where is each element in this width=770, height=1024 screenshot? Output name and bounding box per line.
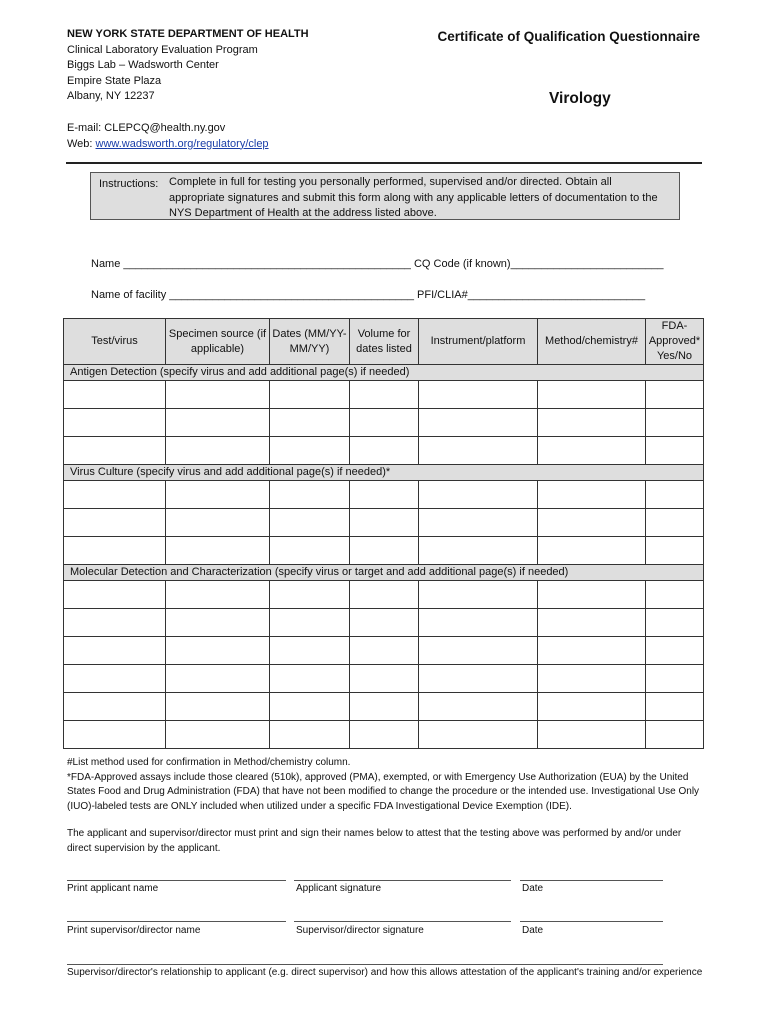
table-cell[interactable] [350,665,419,693]
table-cell[interactable] [166,437,270,465]
table-cell[interactable] [64,665,166,693]
table-row [64,409,704,437]
relationship-line[interactable] [67,964,663,965]
table-cell[interactable] [646,409,704,437]
table-cell[interactable] [419,665,538,693]
table-cell[interactable] [166,509,270,537]
table-cell[interactable] [538,537,646,565]
table-cell[interactable] [538,481,646,509]
supervisor-signature-line[interactable] [294,921,511,922]
applicant-name-line[interactable] [67,880,286,881]
table-cell[interactable] [350,509,419,537]
table-cell[interactable] [64,609,166,637]
supervisor-date-line[interactable] [520,921,663,922]
testing-table [63,318,704,749]
section-virus-culture: Virus Culture (specify virus and add additional page(s) if needed)* [64,465,704,481]
column-header: Method/chemistry# [538,319,646,365]
table-row [64,637,704,665]
table-cell[interactable] [270,609,350,637]
table-cell[interactable] [646,609,704,637]
table-cell[interactable] [270,481,350,509]
table-cell[interactable] [350,409,419,437]
table-cell[interactable] [538,665,646,693]
applicant-name-label: Print applicant name [67,883,159,894]
table-cell[interactable] [270,509,350,537]
table-cell[interactable] [538,381,646,409]
table-row [64,693,704,721]
table-cell[interactable] [350,693,419,721]
table-cell[interactable] [419,609,538,637]
column-header: Dates (MM/YY-MM/YY) [270,319,350,365]
web-line [67,137,269,153]
table-cell[interactable] [419,509,538,537]
table-cell[interactable] [646,481,704,509]
table-cell[interactable] [166,481,270,509]
table-cell[interactable] [419,581,538,609]
table-cell[interactable] [538,409,646,437]
table-row [64,665,704,693]
supervisor-name-label: Print supervisor/director name [67,925,201,936]
table-cell[interactable] [64,509,166,537]
table-cell[interactable] [166,381,270,409]
table-cell[interactable] [270,381,350,409]
web-label: Web: [67,137,96,150]
lab-name: Biggs Lab – Wadsworth Center [67,59,219,71]
table-row [64,581,704,609]
table-cell[interactable] [166,581,270,609]
supervisor-date-label: Date [522,925,544,936]
agency-address-block [67,27,309,105]
table-cell[interactable] [166,537,270,565]
applicant-signature-label: Applicant signature [296,883,382,894]
table-row [64,481,704,509]
table-cell[interactable] [646,693,704,721]
table-cell[interactable] [538,693,646,721]
method-footnote: #List method used for confirmation in Method/chemistry column. [67,757,351,768]
table-row [64,537,704,565]
table-cell[interactable] [350,537,419,565]
applicant-signature-line[interactable] [294,880,511,881]
website-link[interactable]: www.wadsworth.org/regulatory/clep [95,137,269,150]
table-cell[interactable] [350,721,419,749]
table-cell[interactable] [270,693,350,721]
table-cell[interactable] [419,381,538,409]
table-cell[interactable] [419,437,538,465]
table-cell[interactable] [166,721,270,749]
table-cell[interactable] [538,581,646,609]
section-molecular-detection: Molecular Detection and Characterization (specify virus or target and add additional page(s) if needed) [64,565,704,581]
name-cq-field[interactable]: Name _______________________________________________ CQ Code (if known)_________________________ [91,258,664,270]
table-cell[interactable] [270,581,350,609]
table-cell[interactable] [646,637,704,665]
table-cell[interactable] [64,581,166,609]
relationship-label: Supervisor/director's relationship to applicant (e.g. direct supervisor) and how this allows attestation of the applicant's training and/or experience [67,967,703,978]
table-cell[interactable] [64,437,166,465]
table-cell[interactable] [270,409,350,437]
table-cell[interactable] [419,537,538,565]
program-name: Clinical Laboratory Evaluation Program [67,43,258,56]
table-cell[interactable] [166,409,270,437]
instructions-label: Instructions: [99,178,159,190]
table-cell[interactable] [538,637,646,665]
table-row [64,509,704,537]
table-row [64,721,704,749]
table-cell[interactable] [270,665,350,693]
table-cell[interactable] [270,437,350,465]
supervisor-signature-label: Supervisor/director signature [296,925,424,936]
contact-block [67,121,269,152]
subject-title: Virology [549,90,611,107]
table-cell[interactable] [350,609,419,637]
column-header: Instrument/platform [419,319,538,365]
table-cell[interactable] [350,437,419,465]
table-cell[interactable] [64,381,166,409]
table-cell[interactable] [419,481,538,509]
applicant-date-label: Date [522,883,544,894]
table-cell[interactable] [64,409,166,437]
table-cell[interactable] [64,481,166,509]
table-cell[interactable] [419,637,538,665]
supervisor-name-line[interactable] [67,921,286,922]
table-cell[interactable] [270,721,350,749]
table-cell[interactable] [270,537,350,565]
table-cell[interactable] [64,637,166,665]
table-cell[interactable] [64,693,166,721]
table-cell[interactable] [538,609,646,637]
table-cell[interactable] [350,481,419,509]
address-line: Empire State Plaza [67,74,162,87]
table-cell[interactable] [166,609,270,637]
table-cell[interactable] [166,665,270,693]
table-cell[interactable] [166,637,270,665]
table-cell[interactable] [538,437,646,465]
table-cell[interactable] [646,665,704,693]
table-cell[interactable] [646,381,704,409]
fda-footnote: *FDA-Approved assays include those cleared (510k), approved (PMA), exempted, or with Emergency Use Authorization (EUA) by the United States Food and Drug Administration (FDA) that have not been modified to change the procedure or the intended use. Investigational Use Only (IUO)-labeled tests are ONLY included when utilized under a specific FDA Investigational Device Exemption (IDE). [67,771,700,812]
table-cell[interactable] [646,721,704,749]
city-line: Albany, NY 12237 [67,90,155,102]
table-cell[interactable] [419,721,538,749]
department-name: NEW YORK STATE DEPARTMENT OF HEALTH [67,28,309,40]
table-row [64,381,704,409]
table-cell[interactable] [646,537,704,565]
attestation-text: The applicant and supervisor/director must print and sign their names below to attest that the testing above was performed by and/or under direct supervision by the applicant. [67,828,682,854]
applicant-date-line[interactable] [520,880,663,881]
header-divider [66,162,702,164]
table-cell[interactable] [646,581,704,609]
table-cell[interactable] [419,409,538,437]
table-cell[interactable] [419,693,538,721]
form-title: Certificate of Qualification Questionnaire [437,29,700,44]
column-header: FDA-Approved* Yes/No [646,319,704,365]
instructions-box [90,172,680,220]
column-header: Test/virus [64,319,166,365]
table-cell[interactable] [350,637,419,665]
table-cell[interactable] [646,437,704,465]
table-row [64,437,704,465]
email-line: E-mail: CLEPCQ@health.ny.gov [67,122,226,134]
table-cell[interactable] [538,509,646,537]
table-cell[interactable] [350,581,419,609]
table-cell[interactable] [646,509,704,537]
table-cell[interactable] [64,537,166,565]
table-cell[interactable] [166,693,270,721]
footnotes [67,756,703,814]
table-header-row [64,319,704,365]
table-row [64,609,704,637]
table-cell[interactable] [350,381,419,409]
section-antigen-detection: Antigen Detection (specify virus and add additional page(s) if needed) [64,365,704,381]
table-cell[interactable] [538,721,646,749]
column-header: Specimen source (if applicable) [166,319,270,365]
instructions-text: Complete in full for testing you personally performed, supervised and/or directed. Obtain all appropriate signatures and submit this form along with any applicable letters of documentation to the NYS Department of Health at the address listed above. [169,176,658,219]
table-cell[interactable] [64,721,166,749]
column-header: Volume for dates listed [350,319,419,365]
table-cell[interactable] [270,637,350,665]
facility-pfi-field[interactable]: Name of facility ________________________________________ PFI/CLIA#_____________________________ [91,289,646,301]
